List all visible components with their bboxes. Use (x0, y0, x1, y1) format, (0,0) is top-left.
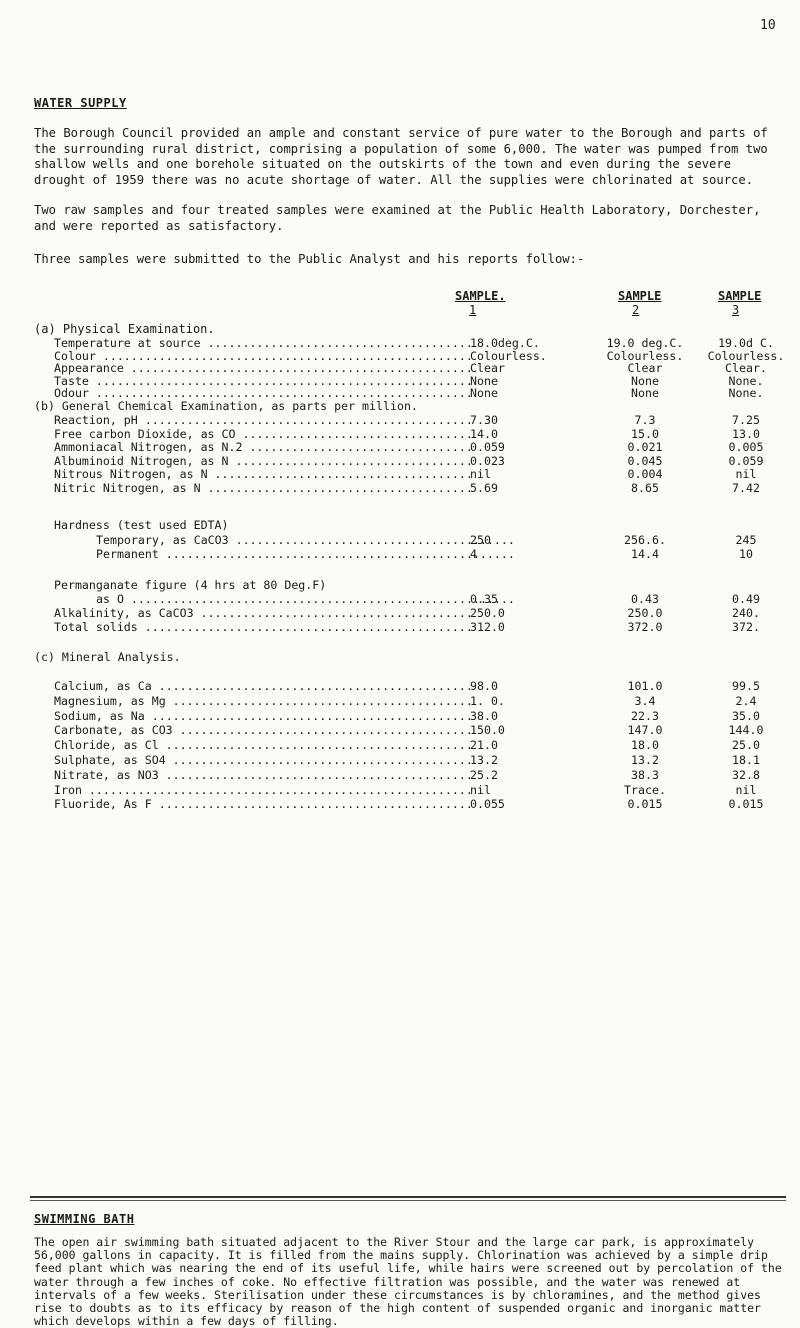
sample-1-value: 4 (470, 547, 477, 561)
sample-1-value: 150.0 (470, 723, 505, 738)
sample-3-value: 144.0 (728, 723, 764, 738)
sample-1-value: 98.0 (470, 679, 498, 693)
sample-2-value: 13.2 (631, 753, 659, 767)
sample-2-value: 14.4 (631, 547, 659, 561)
row-label: Alkalinity, as CaCO3 ..... (54, 606, 474, 620)
water-supply-paragraph-2: Two raw samples and four treated samples were examined at the Public Health Laboratory, Dorchester, and were reported as satisfactory. (34, 203, 761, 233)
mineral-row (0, 797, 800, 811)
water-supply-heading: WATER SUPPLY (34, 96, 127, 110)
sample-2-value: 0.021 (627, 440, 663, 455)
sample-3-value: Colourless. (707, 348, 785, 363)
permanganate-row (0, 592, 800, 606)
sample-2-value: 8.65 (631, 481, 659, 495)
sample-2-value: 0.045 (627, 453, 663, 468)
sample-3-value: 0.015 (728, 797, 764, 812)
sample-3-value: 18.1 (732, 753, 760, 767)
sample-1-value: None (470, 386, 498, 401)
total-solids-row (0, 620, 800, 634)
sample-1-value: 18.0deg.C. (470, 336, 540, 350)
sample-3-value: 99.5 (732, 679, 760, 693)
samples-header (0, 289, 800, 319)
sample-2-value: 0.004 (627, 467, 663, 482)
section-c-title: (c) Mineral Analysis. (34, 650, 181, 664)
row-label: Magnesium, as Mg ..... (54, 694, 474, 708)
sample-2-value: 19.0 deg.C. (606, 336, 684, 350)
sample-1-value: 38.0 (470, 708, 498, 723)
sample-2-value: 0.015 (627, 797, 663, 812)
sample-2-value: 147.0 (627, 723, 663, 738)
sample-1-value: 312.0 (470, 620, 505, 634)
chemical-row (0, 467, 800, 481)
sample-2-value: 256.6. (624, 533, 666, 547)
sample-1-value: None (470, 373, 498, 388)
sample-1-value: 250.0 (470, 606, 505, 620)
row-label: Sodium, as Na ..... (54, 709, 474, 723)
row-label: Free carbon Dioxide, as CO ..... (54, 427, 474, 441)
sample-1-value: 1. 0. (470, 693, 505, 708)
sample-1-value: 0.055 (470, 797, 505, 812)
sample-3-value: 0.005 (728, 440, 764, 455)
row-label: Temporary, as CaCO3 ..... (96, 533, 516, 547)
row-label: Reaction, pH ..... (54, 413, 474, 427)
sample-2-value: None (631, 386, 659, 401)
row-label: Nitrate, as NO3 ..... (54, 768, 474, 782)
mineral-row (0, 679, 800, 693)
sample-3-value: 32.8 (732, 767, 760, 782)
sample-2-value: 38.3 (631, 767, 659, 782)
sample-1-value: Clear (470, 361, 505, 376)
swimming-bath-heading: SWIMMING BATH (34, 1212, 135, 1226)
sample-3-value: 372. (732, 620, 760, 634)
row-label: Permanent ..... (96, 547, 516, 561)
sample-3-value: 0.49 (732, 592, 760, 606)
sample-1-value: nil (470, 467, 491, 482)
sample-1-value: 21.0 (470, 738, 498, 753)
sample-3-value: None. (728, 386, 764, 401)
sample-1-value: 250 (470, 533, 491, 547)
sample-3-value: nil (735, 467, 757, 482)
sample-1-value: 0.059 (470, 440, 505, 455)
sample-2-value: 101.0 (627, 679, 663, 693)
sample-3-value: 245 (735, 533, 757, 547)
sample-1-value: 7.30 (470, 413, 498, 427)
sample-3-value: 13.0 (732, 426, 760, 441)
chemical-row (0, 481, 800, 495)
sample-3-value: Clear. (725, 361, 767, 376)
sample-3-value: 7.25 (732, 413, 760, 427)
sample-3-value: 240. (732, 606, 760, 620)
chemical-row (0, 454, 800, 468)
hardness-row (0, 533, 800, 547)
mineral-row (0, 694, 800, 708)
sample-2-value: 18.0 (631, 738, 659, 753)
water-supply-paragraph-1: The Borough Council provided an ample and constant service of pure water to the Borough and parts of the surrounding rural district, comprising a population of some 6,000. The water was pumped from two shallow wells and one borehole situated on the outskirts of the town and even during the severe drought of 1959 there was no acute shortage of water. All the supplies were chlorinated at source. (34, 126, 768, 187)
sample-1-value: 13.2 (470, 753, 498, 767)
sample-3-value: 2.4 (735, 693, 757, 708)
sample-3-value: 10 (739, 547, 753, 561)
row-label: Appearance ..... (54, 361, 474, 375)
sample-2-header: SAMPLE 2 (618, 289, 662, 317)
hardness-label: Hardness (test used EDTA) (54, 518, 229, 532)
row-label: Temperature at source ..... (54, 336, 474, 350)
swimming-bath-paragraph: The open air swimming bath situated adjacent to the River Stour and the large car park, is approximately 56,000 gallons in capacity. It is filled from the mains supply. Chlorination was achieved by a simple drip feed plant which was nearing the end of its useful life, while hairs were screened out by percolation of the water through a few inches of coke. No effective filtration was possible, and the water was renewed at intervals of a few weeks. Sterilisation under these circumstances is by chloramines, and the method gives rise to doubts as to its efficacy by reason of the high content of suspended organic and inorganic matter which develops within a few days of filling. (34, 1235, 782, 1328)
section-divider (30, 1196, 786, 1198)
hardness-row (0, 547, 800, 561)
sample-2-value: 250.0 (627, 606, 663, 620)
row-label: Nitric Nitrogen, as N ..... (54, 481, 474, 495)
sample-1-value: Colourless. (470, 348, 547, 363)
sample-2-value: Trace. (624, 782, 666, 797)
sample-2-value: 22.3 (631, 708, 659, 723)
sample-3-value: 0.059 (728, 453, 764, 468)
row-label: Sulphate, as SO4 ..... (54, 753, 474, 767)
row-label: as O ..... (96, 592, 516, 606)
sample-2-value: None (631, 373, 659, 388)
sample-2-value: 372.0 (627, 620, 663, 634)
sample-1-header: SAMPLE. 1 (455, 289, 506, 317)
row-label: Nitrous Nitrogen, as N ..... (54, 467, 474, 481)
permanganate-label: Permanganate figure (4 hrs at 80 Deg.F) (54, 578, 327, 592)
row-label: Odour ..... (54, 386, 474, 400)
water-supply-paragraph-3: Three samples were submitted to the Public Analyst and his reports follow:- (34, 252, 585, 266)
sample-2-value: 3.4 (634, 693, 656, 708)
sample-3-value: nil (735, 782, 757, 797)
sample-1-value: 0.35 (470, 592, 498, 606)
alkalinity-row (0, 606, 800, 620)
row-label: Iron ..... (54, 783, 474, 797)
sample-3-header: SAMPLE 3 (718, 289, 762, 317)
sample-2-value: 15.0 (631, 426, 659, 441)
row-label: Fluoride, As F ..... (54, 797, 474, 811)
mineral-row (0, 753, 800, 767)
sample-2-value: 7.3 (634, 413, 656, 427)
page-number: 10 (760, 18, 776, 33)
mineral-row (0, 738, 800, 752)
section-b-title: (b) General Chemical Examination, as parts per million. (34, 399, 418, 413)
row-label: Ammoniacal Nitrogen, as N.2 ..... (54, 440, 474, 454)
row-label: Calcium, as Ca ..... (54, 679, 474, 693)
row-label: Total solids ..... (54, 620, 474, 634)
sample-2-value: Clear (627, 361, 663, 376)
section-divider-thin (30, 1200, 786, 1201)
chemical-row (0, 413, 800, 427)
sample-3-value: None. (728, 373, 764, 388)
sample-3-value: 35.0 (732, 708, 760, 723)
sample-1-value: nil (470, 782, 491, 797)
mineral-row (0, 723, 800, 737)
sample-3-value: 7.42 (732, 481, 760, 495)
sample-3-value: 25.0 (732, 738, 760, 753)
row-label: Taste ..... (54, 374, 474, 388)
row-label: Colour ..... (54, 349, 474, 363)
sample-1-value: 25.2 (470, 767, 498, 782)
sample-2-value: Colourless. (606, 348, 684, 363)
chemical-row (0, 427, 800, 441)
mineral-row (0, 768, 800, 782)
row-label: Carbonate, as CO3 ..... (54, 723, 474, 737)
sample-1-value: 14.0 (470, 426, 498, 441)
sample-2-value: 0.43 (631, 592, 659, 606)
sample-3-value: 19.0d C. (718, 336, 774, 350)
section-a-title: (a) Physical Examination. (34, 322, 215, 336)
chemical-row (0, 440, 800, 454)
sample-1-value: 0.023 (470, 453, 505, 468)
mineral-row (0, 783, 800, 797)
row-label: Chloride, as Cl ..... (54, 738, 474, 752)
sample-1-value: 5.69 (470, 481, 498, 495)
mineral-row (0, 709, 800, 723)
row-label: Albuminoid Nitrogen, as N ..... (54, 454, 474, 468)
